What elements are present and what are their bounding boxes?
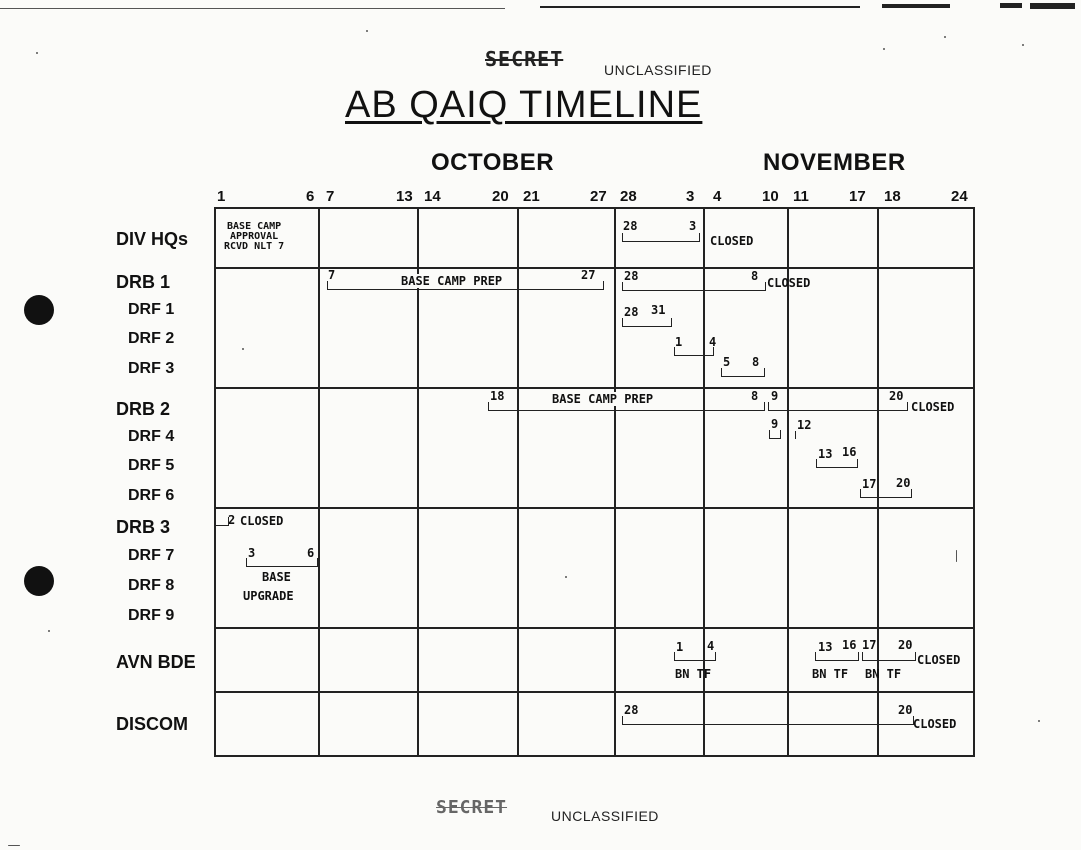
timeline-bracket	[674, 652, 716, 661]
bn-tf-label: BN TF	[675, 667, 712, 681]
bn-tf-label: BN TF	[812, 667, 849, 681]
grid-line-top	[214, 207, 974, 209]
date-mark: 3	[689, 219, 697, 233]
note-line: BASE CAMP	[227, 221, 282, 232]
scan-speck	[956, 550, 957, 562]
timeline-bracket	[216, 517, 229, 526]
timeline-bracket	[674, 347, 714, 356]
date-mark: 7	[328, 268, 336, 282]
grid-line	[214, 627, 974, 629]
scan-speck	[1022, 44, 1024, 46]
date-mark: 20	[896, 476, 911, 490]
scan-edge-mark	[882, 4, 950, 8]
scan-edge-line	[540, 6, 860, 8]
scan-speck	[1038, 720, 1040, 722]
classification-label: UNCLASSIFIED	[604, 62, 712, 78]
row-label: DRF 9	[128, 607, 175, 624]
date-mark: 16	[842, 638, 857, 652]
base-camp-approval-note	[224, 222, 284, 252]
date-mark: 20	[898, 638, 913, 652]
row-label: DIV HQs	[116, 229, 189, 249]
grid-line	[214, 691, 974, 693]
date-mark: 12	[797, 418, 812, 432]
month-october: OCTOBER	[431, 149, 555, 176]
row-label: DRF 4	[128, 428, 175, 445]
note-line: APPROVAL	[230, 231, 279, 242]
scan-speck	[48, 630, 50, 632]
row-label: DRB 3	[116, 517, 171, 537]
struck-classification: SECRET	[485, 47, 564, 71]
base-camp-prep-label: BASE CAMP PREP	[552, 392, 654, 406]
date-mark: 28	[624, 703, 639, 717]
hole-punch	[24, 295, 54, 325]
timeline-bracket	[860, 489, 912, 498]
date-mark: 20	[889, 389, 904, 403]
struck-classification-footer: SECRET	[436, 797, 508, 818]
timeline-bracket	[246, 558, 318, 567]
day-label: 17	[849, 188, 866, 205]
scan-speck	[36, 52, 38, 54]
day-label: 24	[951, 188, 968, 205]
date-mark: 17	[862, 477, 877, 491]
date-mark: 8	[751, 269, 759, 283]
day-label: 28	[620, 188, 637, 205]
base-upgrade-label: UPGRADE	[243, 589, 294, 603]
date-mark: 31	[651, 303, 666, 317]
date-mark: 1	[675, 335, 683, 349]
day-label: 7	[326, 188, 335, 205]
classification-label-footer: UNCLASSIFIED	[551, 808, 659, 824]
scan-speck	[366, 30, 368, 32]
row-label: DRB 2	[116, 399, 171, 419]
row-label: DISCOM	[116, 714, 188, 734]
row-label: DRF 7	[128, 547, 175, 564]
timeline-bracket	[815, 652, 859, 661]
row-label: DRF 5	[128, 457, 175, 474]
scan-edge-mark	[1000, 3, 1022, 8]
date-mark: 3	[248, 546, 256, 560]
scan-speck	[883, 48, 885, 50]
day-label: 3	[686, 188, 695, 205]
date-mark: 13	[818, 640, 833, 654]
page-title: AB QAIQ TIMELINE	[345, 84, 703, 126]
date-mark: 9	[771, 389, 779, 403]
date-mark: 9	[771, 417, 779, 431]
timeline-bracket	[622, 233, 700, 242]
date-mark: 4	[709, 335, 717, 349]
scan-speck	[565, 576, 567, 578]
timeline-bracket	[769, 430, 781, 439]
scan-edge-mark	[1030, 3, 1075, 9]
day-label: 4	[713, 188, 722, 205]
timeline-bracket	[816, 459, 858, 468]
date-mark: 18	[490, 389, 505, 403]
row-label: DRF 2	[128, 330, 175, 347]
timeline-bracket	[622, 716, 914, 725]
date-mark: 13	[818, 447, 833, 461]
row-label: DRF 3	[128, 360, 175, 377]
date-mark: 2	[228, 513, 236, 527]
day-label: 20	[492, 188, 509, 205]
day-label: 14	[424, 188, 441, 205]
base-camp-prep-label: BASE CAMP PREP	[401, 274, 503, 288]
row-label: DRB 1	[116, 272, 171, 292]
grid-col	[614, 207, 616, 757]
grid-col	[973, 207, 975, 757]
day-label: 18	[884, 188, 901, 205]
date-mark: 27	[581, 268, 596, 282]
date-mark: 16	[842, 445, 857, 459]
timeline-bracket	[622, 282, 766, 291]
date-mark: 8	[752, 355, 760, 369]
grid-line-bottom	[214, 755, 974, 757]
date-mark: 28	[624, 269, 639, 283]
timeline-bracket	[721, 368, 765, 377]
date-mark: 1	[676, 640, 684, 654]
bn-tf-label: BN TF	[865, 667, 902, 681]
timeline-bracket	[768, 402, 908, 411]
row-label: DRF 8	[128, 577, 175, 594]
grid-col	[318, 207, 320, 757]
timeline-bracket	[862, 652, 916, 661]
date-mark: 4	[707, 639, 715, 653]
closed-label: CLOSED	[710, 234, 754, 248]
day-label: 21	[523, 188, 540, 205]
closed-label: CLOSED	[917, 653, 961, 667]
day-label: 6	[306, 188, 315, 205]
row-label: DRF 6	[128, 487, 175, 504]
date-mark: 20	[898, 703, 913, 717]
closed-label: CLOSED	[913, 717, 957, 731]
scan-edge-line	[0, 8, 505, 9]
date-mark: 5	[723, 355, 731, 369]
row-label: DRF 1	[128, 301, 175, 318]
closed-label: CLOSED	[911, 400, 955, 414]
scan-speck	[242, 348, 244, 350]
base-upgrade-label: BASE	[262, 570, 291, 584]
day-label: 13	[396, 188, 413, 205]
timeline-bracket	[622, 318, 672, 327]
closed-label: CLOSED	[240, 514, 284, 528]
date-mark: 28	[623, 219, 638, 233]
date-mark: 6	[307, 546, 315, 560]
date-mark: 17	[862, 638, 877, 652]
day-label: 1	[217, 188, 226, 205]
note-line: RCVD NLT 7	[224, 241, 285, 252]
day-label: 10	[762, 188, 779, 205]
scan-speck	[944, 36, 946, 38]
grid-col	[214, 207, 216, 757]
day-label: 27	[590, 188, 607, 205]
date-mark: 8	[751, 389, 759, 403]
month-november: NOVEMBER	[763, 149, 906, 176]
scan-speck	[8, 845, 20, 846]
timeline-bracket	[795, 431, 808, 439]
hole-punch	[24, 566, 54, 596]
grid-line	[214, 387, 974, 389]
row-label: AVN BDE	[116, 652, 196, 672]
grid-line	[214, 507, 974, 509]
day-label: 11	[793, 188, 809, 205]
date-mark: 28	[624, 305, 639, 319]
closed-label: CLOSED	[767, 276, 811, 290]
